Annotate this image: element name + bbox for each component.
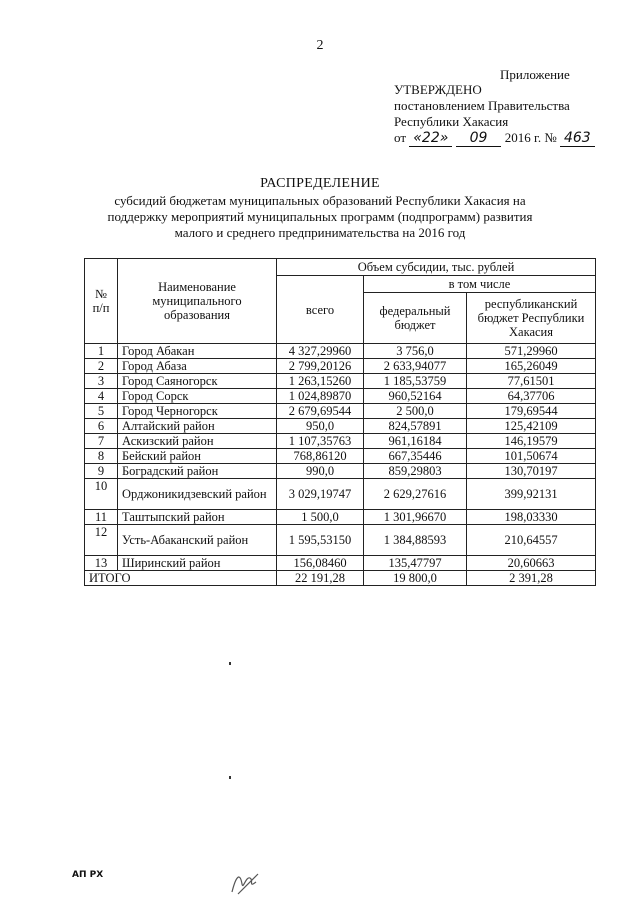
cell-republic: 399,92131 [467,479,596,510]
page-number: 2 [316,38,324,53]
cell-name: Город Сорск [118,389,277,404]
approval-date-line [394,130,595,147]
col-header-name: Наименование муниципального образования [118,259,277,344]
table-row [85,404,596,419]
table-row [85,389,596,404]
cell-num: 9 [85,464,118,479]
cell-name: Таштыпский район [118,510,277,525]
cell-num: 11 [85,510,118,525]
cell-republic: 125,42109 [467,419,596,434]
cell-name: Город Абакан [118,344,277,359]
table-row [85,464,596,479]
cell-total: 1 595,53150 [277,525,364,556]
cell-federal: 3 756,0 [364,344,467,359]
col-header-total: всего [277,276,364,344]
cell-republic: 101,50674 [467,449,596,464]
date-year-text: 2016 г. № [504,130,557,145]
cell-republic: 130,70197 [467,464,596,479]
cell-federal: 2 500,0 [364,404,467,419]
scan-speck [229,662,231,665]
cell-total: 1 107,35763 [277,434,364,449]
col-header-num: № п/п [85,259,118,344]
col-header-volume: Объем субсидии, тыс. рублей [277,259,596,276]
cell-num: 2 [85,359,118,374]
subsidy-table [84,258,596,586]
cell-federal: 859,29803 [364,464,467,479]
table-row [85,359,596,374]
cell-num: 10 [85,479,118,510]
cell-name: Усть-Абаканский район [118,525,277,556]
appendix-label: Приложение [500,67,570,82]
cell-federal: 960,52164 [364,389,467,404]
cell-republic: 198,03330 [467,510,596,525]
cell-federal: 1 185,53759 [364,374,467,389]
total-federal: 19 800,0 [364,571,467,586]
cell-total: 950,0 [277,419,364,434]
handwritten-number: 463 [560,130,595,147]
approved-label: УТВЕРЖДЕНО [394,82,482,97]
date-prefix: от [394,130,407,145]
cell-total: 1 024,89870 [277,389,364,404]
footer-code: АП РХ [72,870,104,880]
cell-num: 8 [85,449,118,464]
cell-republic: 571,29960 [467,344,596,359]
scan-speck [229,776,231,779]
approval-line-2: Республики Хакасия [394,114,509,129]
cell-total: 1 500,0 [277,510,364,525]
col-header-including: в том числе [364,276,596,293]
cell-total: 768,86120 [277,449,364,464]
cell-federal: 135,47797 [364,556,467,571]
cell-republic: 77,61501 [467,374,596,389]
document-title: РАСПРЕДЕЛЕНИЕ [260,176,380,191]
cell-num: 6 [85,419,118,434]
table-row [85,419,596,434]
cell-total: 1 263,15260 [277,374,364,389]
total-label: ИТОГО [85,571,277,586]
table-row [85,344,596,359]
cell-federal: 2 629,27616 [364,479,467,510]
cell-num: 5 [85,404,118,419]
handwritten-day: «22» [409,130,452,147]
cell-federal: 2 633,94077 [364,359,467,374]
table-row [85,556,596,571]
cell-republic: 165,26049 [467,359,596,374]
table-total-row [85,571,596,586]
table-row [85,449,596,464]
cell-num: 4 [85,389,118,404]
cell-federal: 667,35446 [364,449,467,464]
col-header-federal: федеральный бюджет [364,293,467,344]
cell-federal: 1 301,96670 [364,510,467,525]
table-row [85,434,596,449]
cell-name: Орджоникидзевский район [118,479,277,510]
cell-name: Аскизский район [118,434,277,449]
cell-num: 3 [85,374,118,389]
cell-name: Город Абаза [118,359,277,374]
cell-num: 13 [85,556,118,571]
cell-republic: 210,64557 [467,525,596,556]
total-republic: 2 391,28 [467,571,596,586]
approval-block [394,82,595,147]
cell-name: Ширинский район [118,556,277,571]
signature-mark [228,868,264,901]
cell-total: 990,0 [277,464,364,479]
table-row [85,510,596,525]
cell-total: 3 029,19747 [277,479,364,510]
cell-name: Алтайский район [118,419,277,434]
cell-total: 156,08460 [277,556,364,571]
cell-federal: 961,16184 [364,434,467,449]
cell-name: Бейский район [118,449,277,464]
cell-federal: 824,57891 [364,419,467,434]
cell-republic: 179,69544 [467,404,596,419]
cell-republic: 146,19579 [467,434,596,449]
cell-federal: 1 384,88593 [364,525,467,556]
cell-name: Боградский район [118,464,277,479]
cell-num: 1 [85,344,118,359]
document-subtitle: субсидий бюджетам муниципальных образований Республики Хакасия на поддержку мероприятий муниципальных программ (подпрограмм) развития малого и среднего предпринимательства на 2016 год [107,193,533,240]
col-header-republic: республиканский бюджет Республики Хакасия [467,293,596,344]
table-row [85,479,596,510]
cell-total: 2 799,20126 [277,359,364,374]
approval-line-1: постановлением Правительства [394,98,570,113]
cell-republic: 64,37706 [467,389,596,404]
cell-num: 7 [85,434,118,449]
total-total: 22 191,28 [277,571,364,586]
handwritten-month: 09 [456,130,502,147]
cell-total: 4 327,29960 [277,344,364,359]
cell-num: 12 [85,525,118,556]
table-row [85,525,596,556]
cell-name: Город Саяногорск [118,374,277,389]
cell-name: Город Черногорск [118,404,277,419]
cell-republic: 20,60663 [467,556,596,571]
table-row [85,374,596,389]
cell-total: 2 679,69544 [277,404,364,419]
